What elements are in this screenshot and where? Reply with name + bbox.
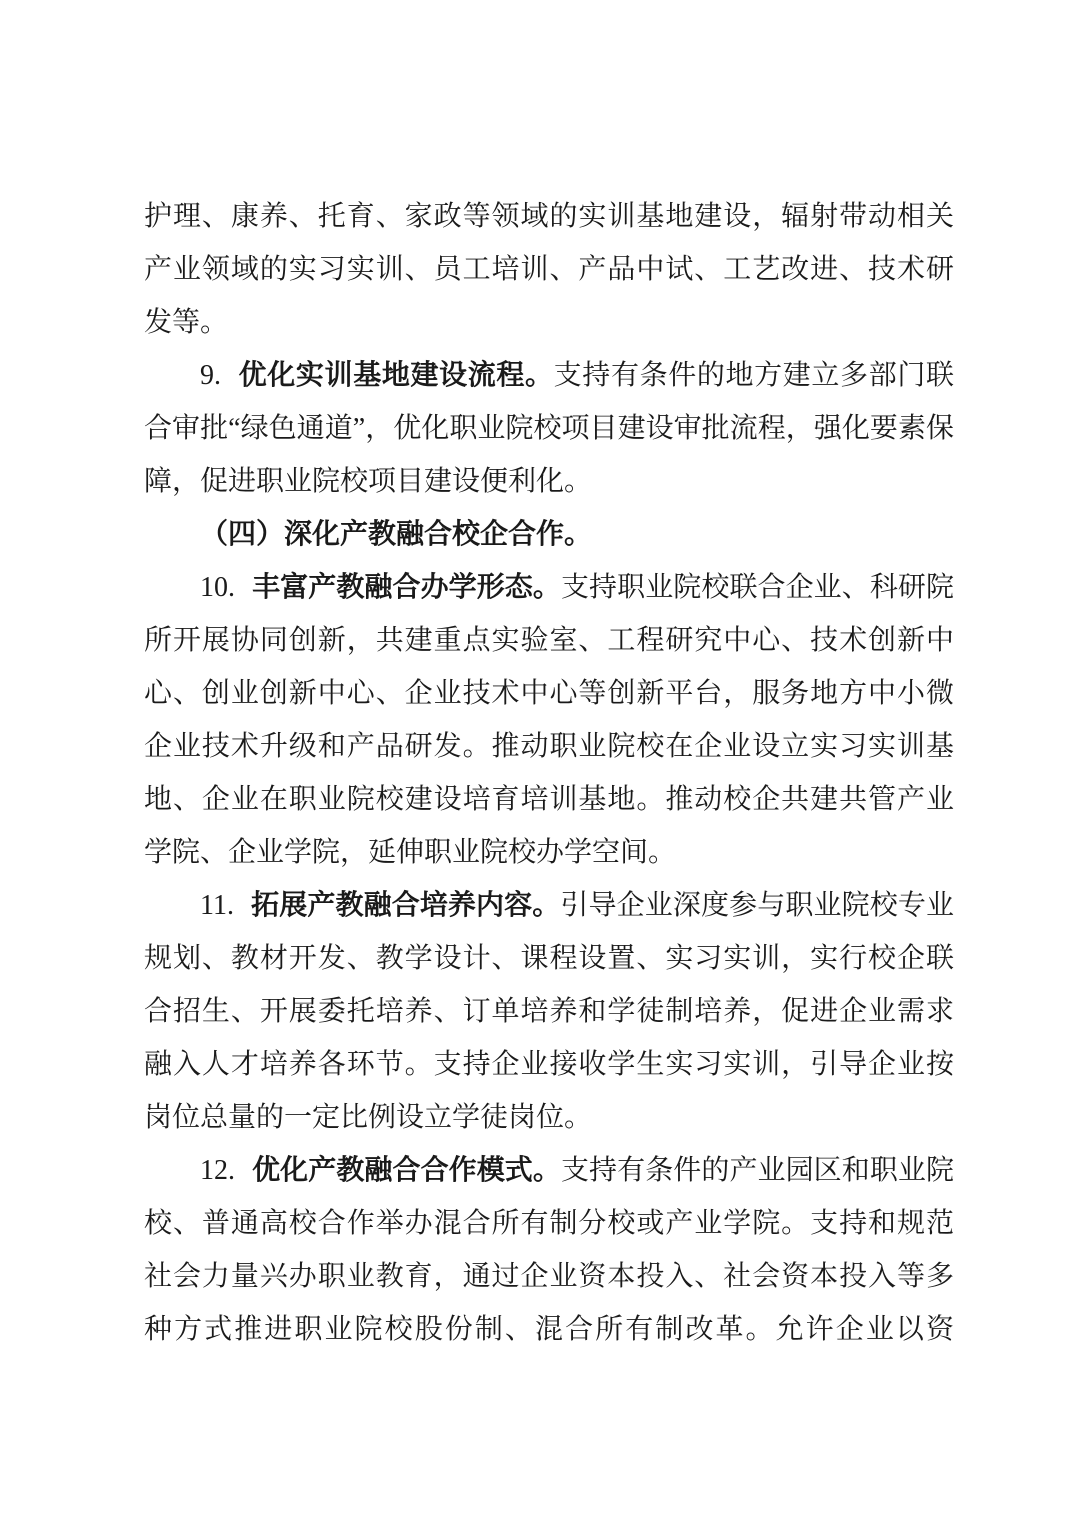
body-text-run: 支持有条件的产业园区和职业院校、普通高校合作举办混合所有制分校或产业学院。支持和规范社会力量兴办职业教育，通过企业资本投入、社会资本投入等多种方式推进职业院校股份制、混合所有制改革。允许企业以资 [144,1155,954,1345]
clause-number: 11. [200,890,242,921]
body-text-run: 护理、康养、托育、家政等领域的实训基地建设，辐射带动相关产业领域的实习实训、员工培训、产品中试、工艺改进、技术研发等。 [144,201,954,338]
clause-title-run: 丰富产教融合办学形态。 [252,572,561,603]
paragraph [144,561,954,879]
section-heading-paragraph [144,508,954,561]
paragraph [144,1144,954,1356]
clause-number: 10. [200,572,243,603]
body-text-run: 支持有条件的地方建立多部门联合审批“绿色通道”，优化职业院校项目建设审批流程，强化要素保障，促进职业院校项目建设便利化。 [144,360,954,497]
paragraph [144,879,954,1144]
clause-number: 12. [200,1155,243,1186]
document-body [144,190,954,1356]
paragraph [144,349,954,508]
body-text-run: 引导企业深度参与职业院校专业规划、教材开发、教学设计、课程设置、实习实训，实行校企联合招生、开展委托培养、订单培养和学徒制培养，促进企业需求融入人才培养各环节。支持企业接收学生实习实训，引导企业按岗位总量的一定比例设立学徒岗位。 [144,890,954,1133]
clause-number: 9. [200,360,229,391]
clause-title-run: 优化实训基地建设流程。 [238,360,554,391]
clause-title-run: 优化产教融合合作模式。 [252,1155,561,1186]
paragraph [144,190,954,349]
clause-title-run: 拓展产教融合培养内容。 [251,890,561,921]
section-title-run: （四）深化产教融合校企合作。 [200,519,593,550]
body-text-run: 支持职业院校联合企业、科研院所开展协同创新，共建重点实验室、工程研究中心、技术创新中心、创业创新中心、企业技术中心等创新平台，服务地方中小微企业技术升级和产品研发。推动职业院校在企业设立实习实训基地、企业在职业院校建设培育培训基地。推动校企共建共管产业学院、企业学院，延伸职业院校办学空间。 [144,572,954,868]
